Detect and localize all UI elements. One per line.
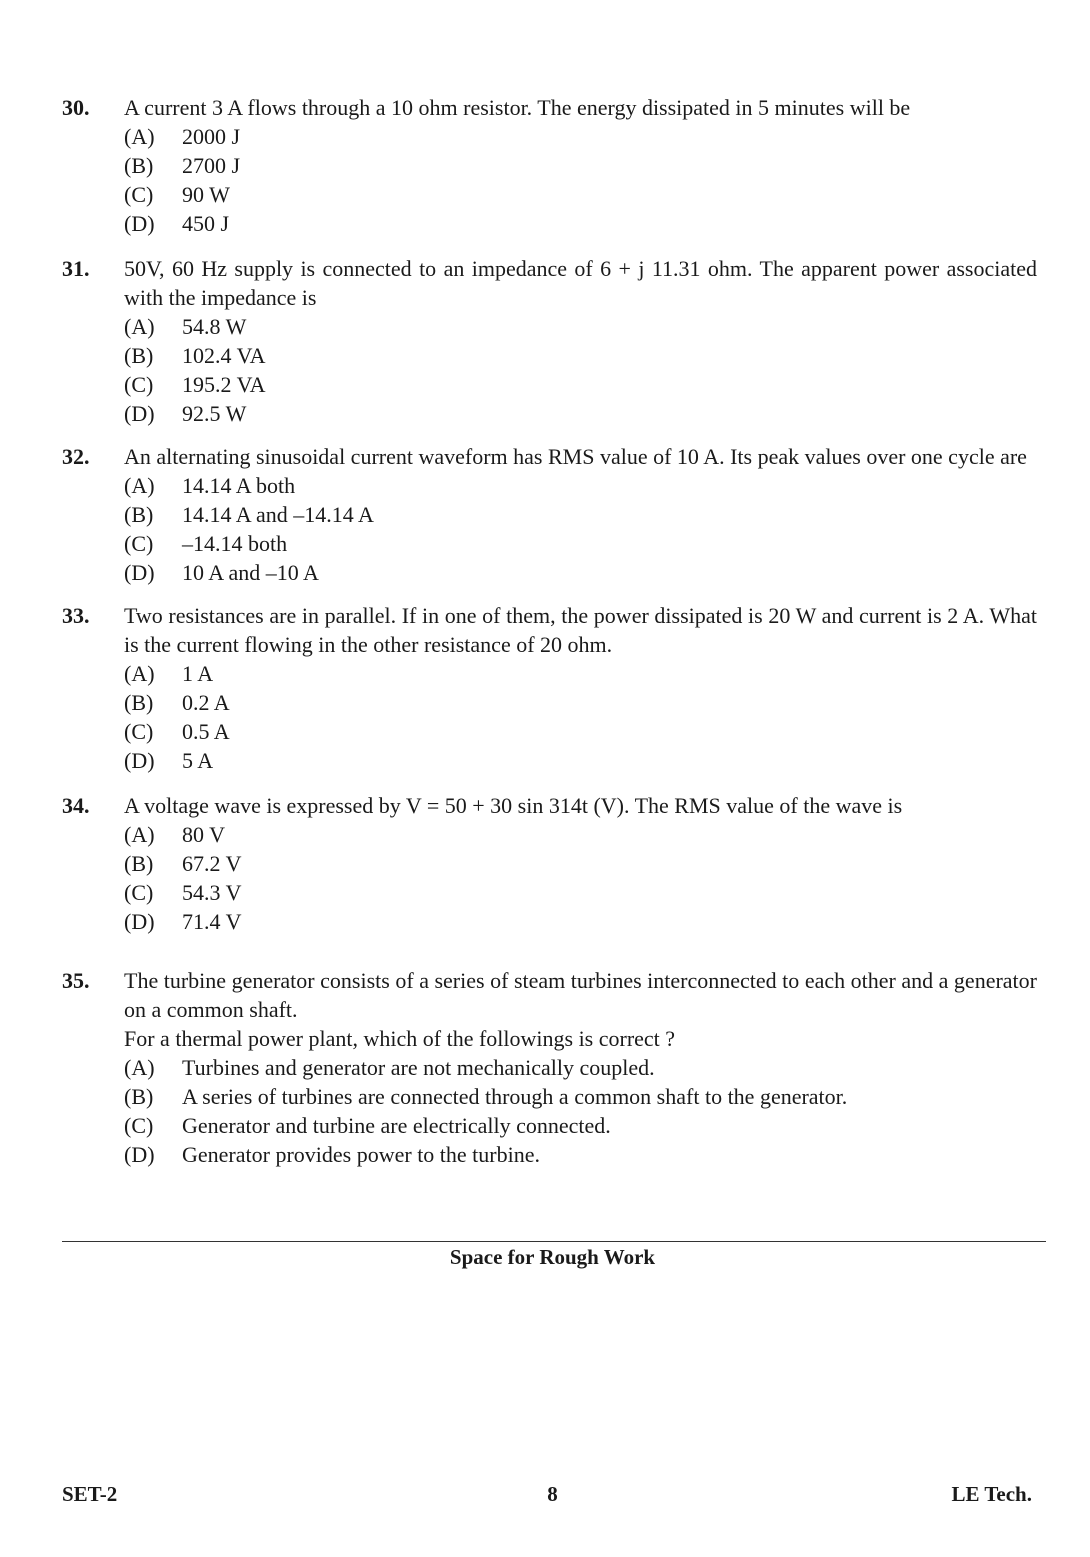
answer-option — [124, 746, 1037, 775]
option-value: 80 V — [182, 822, 225, 847]
answer-option — [124, 312, 1037, 341]
question-number: 30. — [62, 95, 90, 120]
answer-option — [124, 907, 1037, 936]
question-text-paragraph: A current 3 A flows through a 10 ohm resistor. The energy dissipated in 5 minutes will be — [124, 95, 911, 120]
option-value: –14.14 both — [182, 531, 288, 556]
option-label: (D) — [124, 1142, 155, 1167]
option-label: (B) — [124, 502, 154, 527]
option-label: (C) — [124, 880, 154, 905]
question-text-paragraph: A voltage wave is expressed by V = 50 + 30 sin 314t (V). The RMS value of the wave is — [124, 793, 903, 818]
answer-option — [124, 558, 1037, 587]
answer-options — [124, 659, 1037, 775]
answer-option — [124, 209, 1037, 238]
question-text — [124, 601, 1037, 659]
option-label: (D) — [124, 909, 155, 934]
answer-option — [124, 849, 1037, 878]
question-text-paragraph: Two resistances are in parallel. If in one of them, the power dissipated is 20 W and current is 2 A. What is the current flowing in the other resistance of 20 ohm. — [124, 603, 1037, 657]
option-value: 450 J — [182, 211, 230, 236]
question-34 — [62, 791, 1037, 936]
option-label: (D) — [124, 560, 155, 585]
rough-work-label: Space for Rough Work — [449, 1245, 656, 1269]
answer-option — [124, 180, 1037, 209]
option-value: 14.14 A both — [182, 473, 296, 498]
option-value: 54.8 W — [182, 314, 247, 339]
option-label: (A) — [124, 473, 155, 498]
answer-option — [124, 1082, 1037, 1111]
answer-option — [124, 370, 1037, 399]
question-35 — [62, 966, 1037, 1169]
option-label: (D) — [124, 401, 155, 426]
answer-option — [124, 659, 1037, 688]
answer-option — [124, 500, 1037, 529]
question-text-paragraph: 50V, 60 Hz supply is connected to an impedance of 6 + j 11.31 ohm. The apparent power associated with the impedance is — [124, 256, 1037, 310]
option-label: (A) — [124, 124, 155, 149]
option-label: (A) — [124, 1055, 155, 1080]
question-text — [124, 254, 1037, 312]
answer-options — [124, 820, 1037, 936]
answer-option — [124, 151, 1037, 180]
option-label: (A) — [124, 822, 155, 847]
option-value: 195.2 VA — [182, 372, 266, 397]
question-number: 34. — [62, 793, 90, 818]
question-text-paragraph: For a thermal power plant, which of the followings is correct ? — [124, 1026, 676, 1051]
option-label: (B) — [124, 153, 154, 178]
option-value: Generator and turbine are electrically connected. — [182, 1113, 611, 1138]
answer-option — [124, 688, 1037, 717]
option-label: (B) — [124, 1084, 154, 1109]
question-text — [124, 93, 1037, 122]
answer-option — [124, 529, 1037, 558]
answer-option — [124, 122, 1037, 151]
option-value: 102.4 VA — [182, 343, 266, 368]
answer-option — [124, 1140, 1037, 1169]
option-label: (D) — [124, 748, 155, 773]
option-value: 2000 J — [182, 124, 241, 149]
answer-option — [124, 341, 1037, 370]
question-text — [124, 442, 1037, 471]
option-label: (B) — [124, 851, 154, 876]
option-label: (C) — [124, 372, 154, 397]
option-label: (C) — [124, 182, 154, 207]
option-label: (B) — [124, 690, 154, 715]
option-label: (C) — [124, 1113, 154, 1138]
question-text — [124, 966, 1037, 1053]
answer-options — [124, 312, 1037, 428]
option-value: 0.2 A — [182, 690, 230, 715]
footer-subject: LE Tech. — [951, 1482, 1032, 1506]
footer-page-number: 8 — [547, 1482, 558, 1506]
question-30 — [62, 93, 1037, 238]
option-value: 2700 J — [182, 153, 241, 178]
option-value: 71.4 V — [182, 909, 242, 934]
answer-options — [124, 471, 1037, 587]
option-value: Turbines and generator are not mechanically coupled. — [182, 1055, 655, 1080]
question-number: 31. — [62, 256, 90, 281]
option-value: 5 A — [182, 748, 214, 773]
question-text-paragraph: An alternating sinusoidal current waveform has RMS value of 10 A. Its peak values over one cycle are — [124, 444, 1027, 469]
answer-option — [124, 878, 1037, 907]
rough-work-divider — [62, 1241, 1046, 1242]
answer-options — [124, 122, 1037, 238]
option-value: 67.2 V — [182, 851, 242, 876]
option-value: 90 W — [182, 182, 230, 207]
option-value: 92.5 W — [182, 401, 247, 426]
option-value: Generator provides power to the turbine. — [182, 1142, 540, 1167]
question-32 — [62, 442, 1037, 587]
option-label: (A) — [124, 314, 155, 339]
footer-set-label: SET-2 — [62, 1482, 118, 1506]
question-33 — [62, 601, 1037, 775]
option-label: (A) — [124, 661, 155, 686]
question-number: 35. — [62, 968, 90, 993]
option-value: 1 A — [182, 661, 214, 686]
answer-option — [124, 717, 1037, 746]
option-label: (C) — [124, 531, 154, 556]
answer-option — [124, 399, 1037, 428]
option-value: 0.5 A — [182, 719, 230, 744]
question-text — [124, 791, 1037, 820]
option-label: (B) — [124, 343, 154, 368]
option-value: 14.14 A and –14.14 A — [182, 502, 374, 527]
option-value: 54.3 V — [182, 880, 242, 905]
question-number: 32. — [62, 444, 90, 469]
answer-option — [124, 820, 1037, 849]
answer-option — [124, 471, 1037, 500]
question-text-paragraph: The turbine generator consists of a series of steam turbines interconnected to each other and a generator on a common shaft. — [124, 968, 1037, 1022]
answer-option — [124, 1053, 1037, 1082]
question-list — [62, 93, 1037, 1169]
option-label: (C) — [124, 719, 154, 744]
question-number: 33. — [62, 603, 90, 628]
option-value: A series of turbines are connected through a common shaft to the generator. — [182, 1084, 848, 1109]
answer-option — [124, 1111, 1037, 1140]
answer-options — [124, 1053, 1037, 1169]
option-label: (D) — [124, 211, 155, 236]
question-31 — [62, 254, 1037, 428]
option-value: 10 A and –10 A — [182, 560, 319, 585]
